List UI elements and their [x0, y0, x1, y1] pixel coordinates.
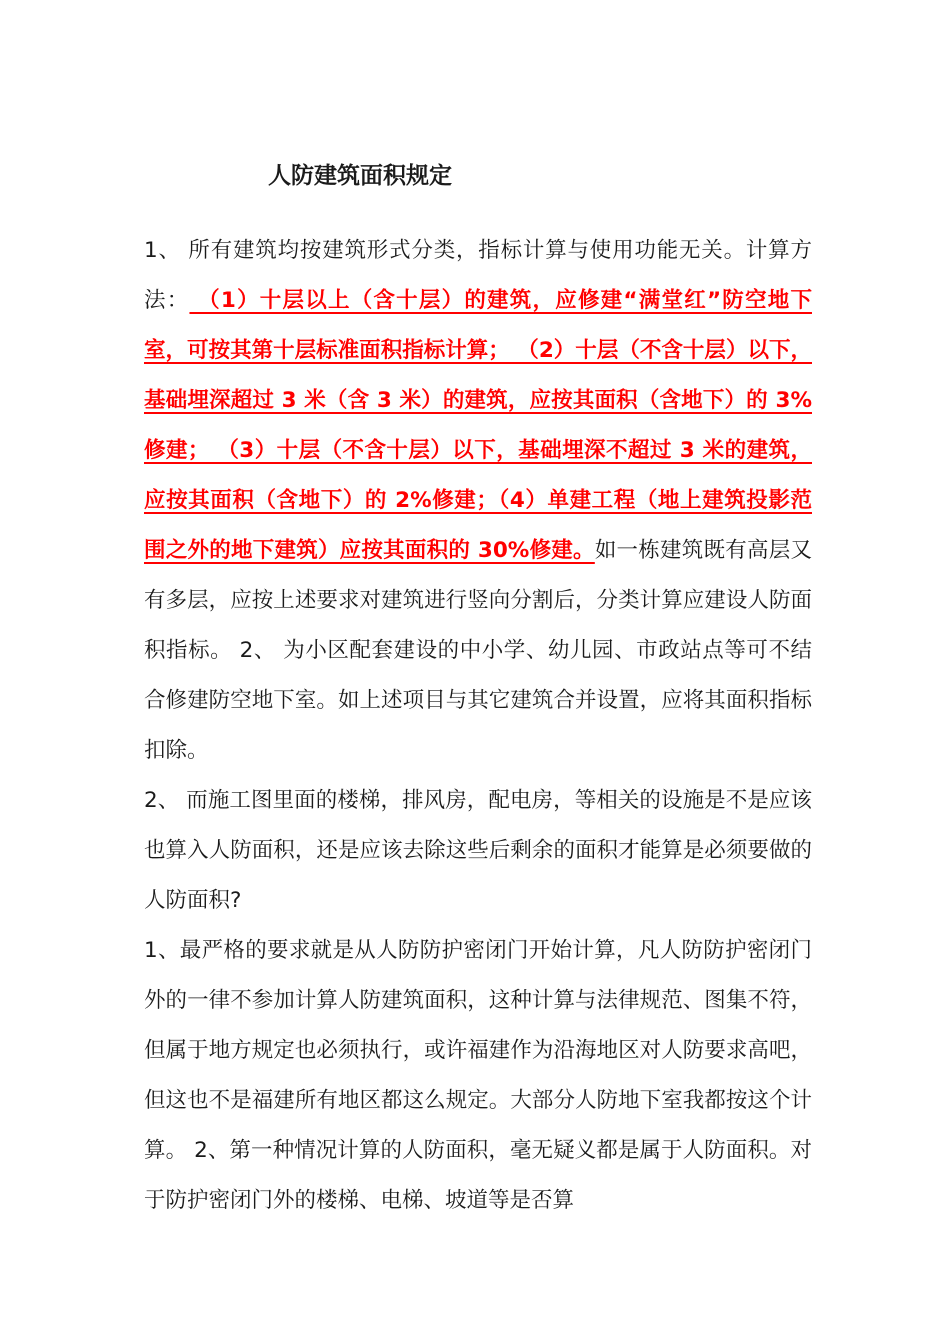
document-body [144, 226, 812, 1226]
paragraph-3: 1、最严格的要求就是从人防防护密闭门开始计算，凡人防防护密闭门外的一律不参加计算人防建筑面积，这种计算与法律规范、图集不符，但属于地方规定也必须执行，或许福建作为沿海地区对人防要求高吧，但这也不是福建所有地区都这么规定。大部分人防地下室我都按这个计算。 2、第一种情况计算的人防面积，毫无疑义都是属于人防面积。对于防护密闭门外的楼梯、电梯、坡道等是否算 [144, 938, 812, 1213]
paragraph-1-highlight: （1）十层以上（含十层）的建筑，应修建“满堂红”防空地下室，可按其第十层标准面积指标计算； （2）十层（不含十层）以下，基础埋深超过 3 米（含 3 米）的建筑，应按其面积（含地下）的 3%修建； （3）十层（不含十层）以下，基础埋深不超过 3 米的建筑，应按其面积（含地下）的 2%修建；（4）单建工程（地上建筑投影范围之外的地下建筑）应按其面积的 30%修建。 [144, 288, 812, 563]
paragraph-1-lead: 1、 所有建筑均按建筑形式分类，指标计算与使用功能无关。计算方法： [144, 238, 812, 313]
paragraph-1-tail: 如一栋建筑既有高层又有多层，应按上述要求对建筑进行竖向分割后，分类计算应建设人防面积指标。 2、 为小区配套建设的中小学、幼儿园、市政站点等可不结合修建防空地下室。如上述项目与其它建筑合并设置，应将其面积指标扣除。 [144, 538, 812, 763]
document-title: 人防建筑面积规定 [268, 163, 452, 189]
paragraph-1 [144, 226, 812, 776]
paragraph-2: 2、 而施工图里面的楼梯，排风房，配电房，等相关的设施是不是应该也算入人防面积，还是应该去除这些后剩余的面积才能算是必须要做的人防面积? [144, 788, 812, 913]
